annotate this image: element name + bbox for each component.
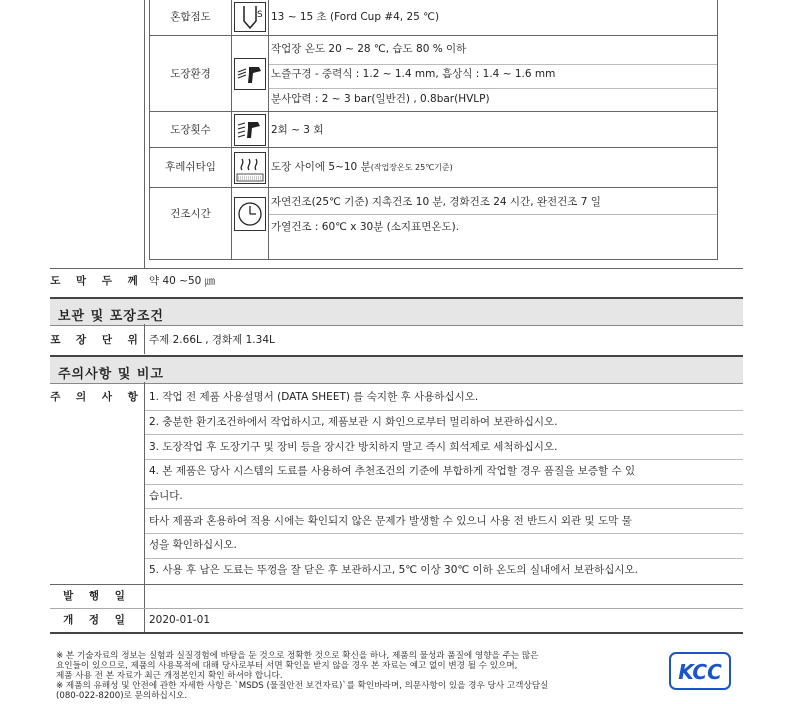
coats-value: 2회 ~ 3 회: [271, 124, 324, 136]
precaution-line: 성을 확인하십시오.: [149, 539, 237, 551]
flash-time-icon: [234, 152, 266, 184]
revision-date-value: 2020-01-01: [149, 614, 211, 626]
environment-temp: 작업장 온도 20 ~ 28 ℃, 습도 80 % 이하: [271, 43, 467, 55]
drying-time-label: 건조시간: [170, 208, 211, 220]
film-thickness-label: 도 막 두 께: [50, 275, 144, 287]
footnote-line: 요인들이 있으므로, 제품의 사용목적에 대해 당사로부터 서면 확인을 받지 않을 경우 본 자료는 예고 없이 변경 될 수 있으며,: [56, 661, 518, 671]
issue-date-label: 발 행 일: [63, 590, 131, 602]
svg-text:S: S: [257, 10, 263, 20]
flash-time-value: [271, 160, 453, 175]
notes-section-title: 주의사항 및 비고: [58, 367, 164, 382]
footnote-line: (080-022-8200)로 문의하십시오.: [56, 691, 188, 701]
spray-gun-icon: [234, 58, 266, 90]
revision-date-label: 개 정 일: [63, 614, 131, 626]
packaging-value: 주제 2.66L , 경화제 1.34L: [149, 334, 275, 346]
storage-section-title: 보관 및 포장조건: [58, 309, 164, 324]
precaution-line: 타사 제품과 혼용하여 적용 시에는 확인되지 않은 문제가 발생할 수 있으니 사용 전 반드시 외관 및 도막 물: [149, 515, 632, 527]
footnote-line: ※ 제품의 유해성 및 안전에 관한 자세한 사항은 `MSDS (물질안전 보건자료)`를 확인바라며, 의문사항이 있을 경우 당사 고객상담실: [56, 681, 549, 691]
flash-time-main: 도장 사이에 5~10 분: [271, 161, 371, 173]
environment-nozzle: 노즐구경 - 중력식 : 1.2 ~ 1.4 mm, 흡상식 : 1.4 ~ 1.6 mm: [271, 68, 556, 80]
viscosity-cup-icon: [234, 2, 266, 32]
precaution-line: 습니다.: [149, 490, 183, 502]
viscosity-label: 혼합점도: [170, 11, 211, 23]
logo-text: KCC: [678, 660, 722, 684]
film-thickness-value: 약 40 ~50 ㎛: [149, 275, 216, 287]
flash-time-note: (작업장온도 25℃기준): [370, 163, 453, 172]
kcc-logo: [669, 652, 731, 690]
environment-pressure: 분사압력 : 2 ~ 3 bar(일반건) , 0.8bar(HVLP): [271, 93, 490, 105]
footnote-line: 제품 사용 전 본 자료가 최근 개정본인지 확인 하셔야 합니다.: [56, 671, 283, 681]
storage-section-header: [50, 297, 743, 326]
precaution-line: 2. 충분한 환기조건하에서 작업하시고, 제품보관 시 화인으로부터 멀리하여 보관하십시오.: [149, 416, 558, 428]
environment-label: 도장환경: [170, 68, 211, 80]
viscosity-value: 13 ~ 15 초 (Ford Cup #4, 25 ℃): [271, 11, 440, 23]
footnote-line: ※ 본 기술자료의 정보는 실험과 실질경험에 바탕을 둔 것으로 정확한 것으로 확신을 하나, 제품의 물성과 품질에 영향을 주는 많은: [56, 651, 539, 661]
precaution-line: 4. 본 제품은 당사 시스템의 도료를 사용하여 추천조건의 기준에 부합하게 작업할 경우 품질을 보증할 수 있: [149, 465, 636, 477]
flash-time-label: 후레쉬타임: [165, 161, 216, 173]
precaution-line: 5. 사용 후 남은 도료는 뚜껑을 잘 닫은 후 보관하시고, 5℃ 이상 30℃ 이하 온도의 실내에서 보관하십시오.: [149, 564, 639, 576]
drying-forced: 가열건조 : 60℃ x 30분 (소지표면온도).: [271, 221, 460, 233]
notes-section-header: [50, 355, 743, 384]
coats-label: 도장횟수: [170, 124, 211, 136]
precaution-line: 3. 도장작업 후 도장기구 및 장비 등을 장시간 방치하지 말고 즉시 희석제로 세척하십시오.: [149, 441, 558, 453]
spray-coats-icon: [234, 114, 266, 146]
precaution-line: 1. 작업 전 제품 사용설명서 (DATA SHEET) 를 숙지한 후 사용하십시오.: [149, 391, 479, 403]
clock-icon: [234, 197, 266, 231]
precautions-label: 주 의 사 항: [50, 391, 144, 403]
drying-natural: 자연건조(25℃ 기준) 지촉건조 10 분, 경화건조 24 시간, 완전건조 7 일: [271, 196, 601, 208]
packaging-label: 포 장 단 위: [50, 334, 144, 346]
